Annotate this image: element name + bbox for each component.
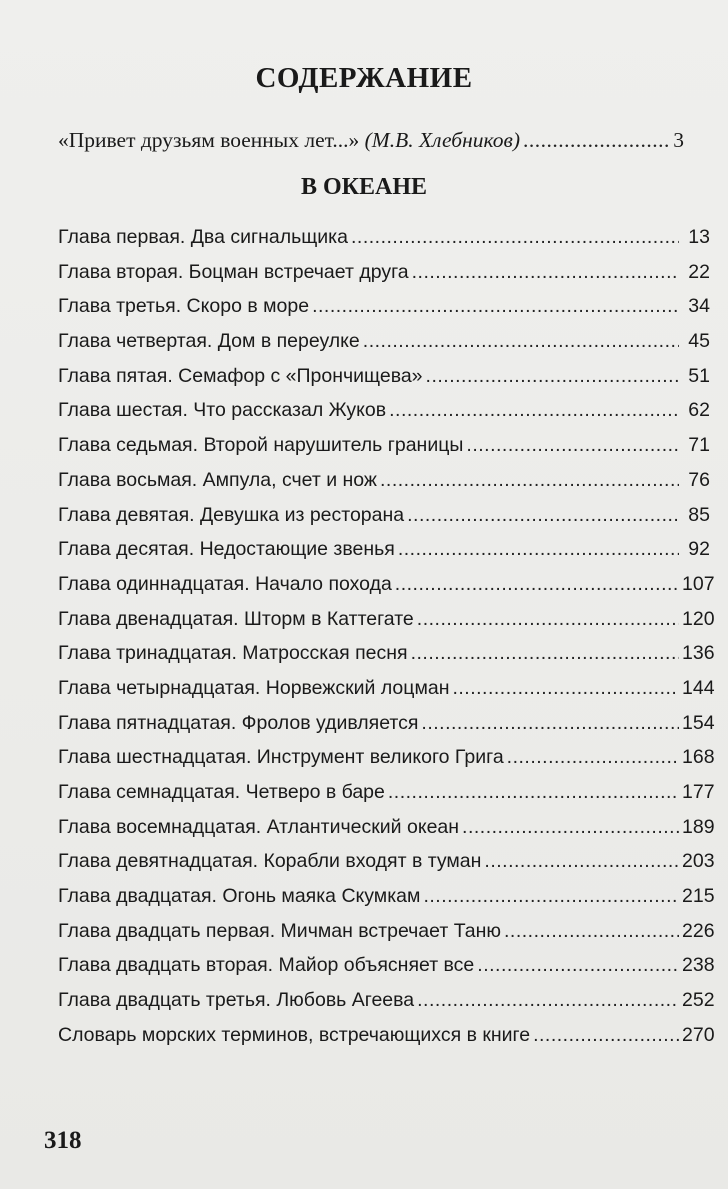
toc-entry-page-number: 107 <box>682 572 715 595</box>
toc-entry-page-number: 226 <box>682 919 715 942</box>
toc-entry-page-number: 34 <box>688 295 710 318</box>
toc-entry[interactable] <box>58 607 715 643</box>
toc-entry[interactable] <box>58 781 715 816</box>
toc-entry-label: Глава шестнадцатая. Инструмент великого Грига <box>58 746 504 769</box>
toc-entry[interactable] <box>58 469 710 504</box>
toc-entry[interactable] <box>58 815 715 851</box>
page-folio: 318 <box>44 1127 82 1154</box>
toc-entry[interactable] <box>58 538 710 573</box>
toc-entry-label: Глава пятнадцатая. Фролов удивляется <box>58 711 419 734</box>
toc-entry-label: Глава третья. Скоро в море <box>58 295 310 318</box>
toc-entry-label: Глава седьмая. Второй нарушитель границы <box>58 434 464 457</box>
toc-entry-page-number: 62 <box>688 399 710 422</box>
toc-entry[interactable] <box>58 642 715 677</box>
toc-entry-page-number: 203 <box>682 850 715 873</box>
toc-entry[interactable] <box>58 365 710 400</box>
dot-leader <box>417 608 679 631</box>
toc-entry-label: Глава одиннадцатая. Начало похода <box>58 572 392 595</box>
toc-entry-page-number: 120 <box>682 607 715 630</box>
toc-entry[interactable] <box>58 885 715 920</box>
dot-leader <box>523 128 670 153</box>
dot-leader <box>312 295 679 318</box>
toc-entry[interactable] <box>58 399 710 434</box>
toc-entry-page-number: 144 <box>682 676 715 699</box>
dot-leader <box>484 850 679 873</box>
intro-entry[interactable] <box>58 128 684 153</box>
toc-entry-label: Глава двенадцатая. Шторм в Каттегате <box>58 607 414 630</box>
toc-entry-label: Глава тринадцатая. Матросская песня <box>58 642 408 665</box>
toc-entry-page-number: 168 <box>682 746 715 769</box>
toc-entry-page-number: 85 <box>688 503 710 526</box>
toc-entry[interactable] <box>58 295 710 330</box>
toc-entry[interactable] <box>58 1023 715 1059</box>
dot-leader <box>363 330 679 353</box>
toc-entry[interactable] <box>58 572 715 608</box>
dot-leader <box>533 1024 679 1047</box>
toc-entry-page-number: 92 <box>688 538 710 561</box>
toc-entry[interactable] <box>58 746 715 781</box>
toc-entry-label: Глава двадцать вторая. Майор объясняет все <box>58 954 475 977</box>
dot-leader <box>417 989 679 1012</box>
intro-author: (М.В. Хлебников) <box>364 128 520 152</box>
toc-entry-page-number: 177 <box>682 781 715 803</box>
toc-entry[interactable] <box>58 676 715 712</box>
toc-entry-page-number: 154 <box>682 711 715 734</box>
toc-entry-page-number: 136 <box>682 642 715 665</box>
toc-entry-page-number: 270 <box>682 1023 715 1046</box>
toc-entry-label: Глава вторая. Боцман встречает друга <box>58 260 409 283</box>
toc-entry-label: Глава двадцать третья. Любовь Агеева <box>58 989 415 1012</box>
toc-entry-label: Глава семнадцатая. Четверо в баре <box>58 781 385 803</box>
toc-entry[interactable] <box>58 989 715 1024</box>
intro-page-number: 3 <box>673 128 684 152</box>
dot-leader <box>462 816 679 839</box>
dot-leader <box>389 399 679 422</box>
toc-entry-page-number: 13 <box>688 226 710 248</box>
dot-leader <box>395 573 679 596</box>
toc-entry[interactable] <box>58 434 710 469</box>
dot-leader <box>466 434 679 457</box>
toc-entry-label: Глава четвертая. Дом в переулке <box>58 330 360 353</box>
toc-entry-label: Глава четырнадцатая. Норвежский лоцман <box>58 676 450 699</box>
intro-label <box>58 128 520 153</box>
toc-entry[interactable] <box>58 711 715 747</box>
dot-leader <box>388 781 679 804</box>
toc-entry-label: Глава первая. Два сигнальщика <box>58 226 348 248</box>
toc-entry-label: Глава двадцать первая. Мичман встречает Таню <box>58 919 501 942</box>
toc-entry-page-number: 189 <box>682 815 715 838</box>
toc-entry-label: Глава пятая. Семафор с «Прончищева» <box>58 364 423 387</box>
dot-leader <box>507 746 679 769</box>
toc-entry-page-number: 215 <box>682 885 715 908</box>
toc-entry-label: Словарь морских терминов, встречающихся в книге <box>58 1023 531 1046</box>
dot-leader <box>504 920 679 943</box>
dot-leader <box>412 261 679 284</box>
dot-leader <box>398 538 679 561</box>
toc-entry-page-number: 252 <box>682 989 715 1012</box>
dot-leader <box>452 677 679 700</box>
toc-entry[interactable] <box>58 261 710 296</box>
toc-entry[interactable] <box>58 954 715 989</box>
toc-entry-page-number: 76 <box>688 468 710 491</box>
dot-leader <box>426 365 679 388</box>
toc-entry[interactable] <box>58 330 710 365</box>
toc-entry-label: Глава двадцатая. Огонь маяка Скумкам <box>58 885 421 908</box>
toc-entry[interactable] <box>58 919 715 955</box>
toc-entry-label: Глава шестая. Что рассказал Жуков <box>58 399 387 422</box>
dot-leader <box>411 642 679 665</box>
dot-leader <box>351 226 679 249</box>
toc-entry-page-number: 45 <box>688 330 710 353</box>
table-of-contents <box>58 226 715 1059</box>
intro-title: «Привет друзьям военных лет...» <box>58 128 360 152</box>
dot-leader <box>407 504 679 527</box>
toc-entry-label: Глава девятнадцатая. Корабли входят в туман <box>58 850 482 873</box>
toc-entry-label: Глава девятая. Девушка из ресторана <box>58 503 405 526</box>
toc-entry-label: Глава десятая. Недостающие звенья <box>58 538 395 561</box>
toc-entry-label: Глава восемнадцатая. Атлантический океан <box>58 815 460 838</box>
dot-leader <box>380 469 679 492</box>
dot-leader <box>477 954 679 977</box>
page-title: СОДЕРЖАНИЕ <box>255 62 473 94</box>
toc-entry[interactable] <box>58 504 710 539</box>
toc-entry[interactable] <box>58 850 715 885</box>
toc-entry-page-number: 238 <box>682 954 715 977</box>
toc-entry-page-number: 71 <box>688 434 710 457</box>
toc-entry-label: Глава восьмая. Ампула, счет и нож <box>58 468 377 491</box>
toc-entry-page-number: 22 <box>688 260 710 283</box>
toc-entry[interactable] <box>58 226 710 261</box>
dot-leader <box>421 712 679 735</box>
toc-entry-page-number: 51 <box>688 364 710 387</box>
dot-leader <box>423 885 679 908</box>
section-title: В ОКЕАНЕ <box>300 174 428 200</box>
